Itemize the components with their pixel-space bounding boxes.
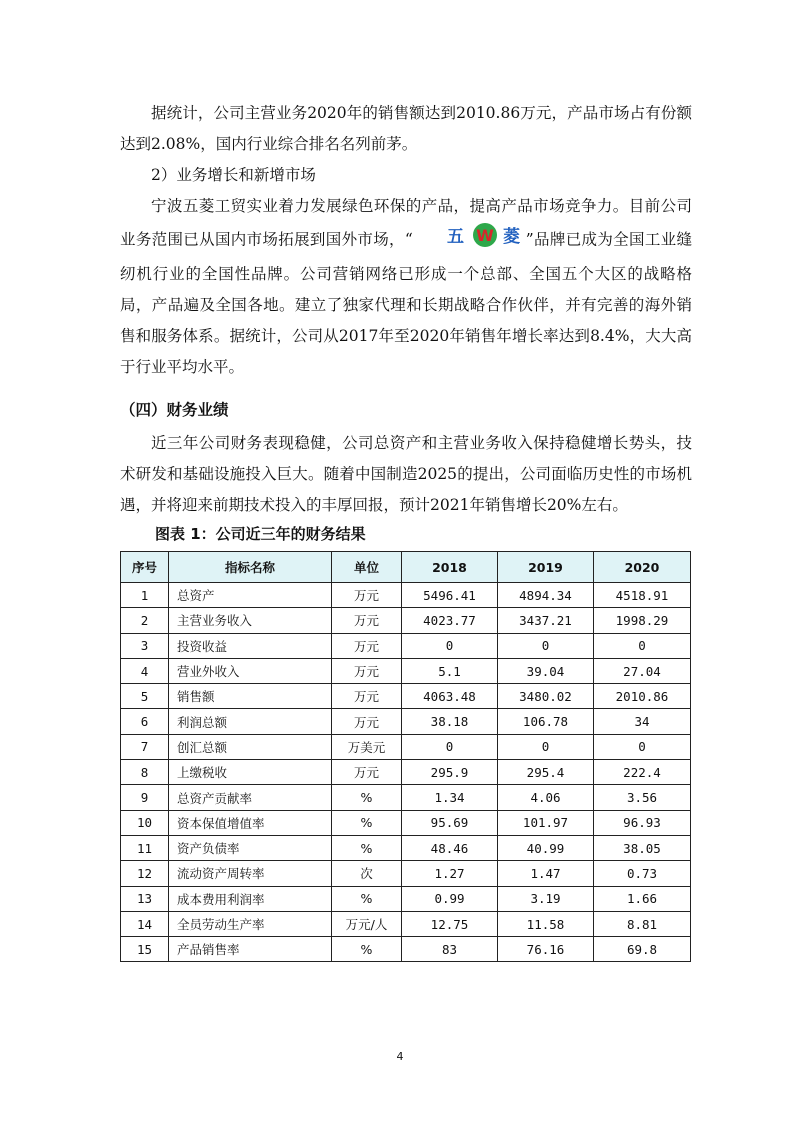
cell-index: 6 — [121, 709, 169, 734]
cell-indicator: 产品销售率 — [169, 937, 332, 962]
table-row — [121, 810, 691, 835]
cell-2020: 222.4 — [594, 760, 691, 785]
cell-unit: 万元 — [332, 709, 402, 734]
cell-2019: 39.04 — [498, 658, 594, 683]
cell-indicator: 营业外收入 — [169, 658, 332, 683]
cell-2020: 34 — [594, 709, 691, 734]
cell-2020: 3.56 — [594, 785, 691, 810]
cell-2019: 3437.21 — [498, 608, 594, 633]
table-row — [121, 937, 691, 962]
cell-indicator: 总资产 — [169, 583, 332, 608]
subheading-business-growth: 2）业务增长和新增市场 — [151, 166, 316, 184]
cell-2019: 1.47 — [498, 861, 594, 886]
section-heading-finance: （四）财务业绩 — [120, 401, 229, 419]
cell-2018: 38.18 — [402, 709, 498, 734]
cell-2018: 295.9 — [402, 760, 498, 785]
header-index: 序号 — [121, 552, 169, 583]
cell-2020: 0 — [594, 734, 691, 759]
cell-2018: 0 — [402, 734, 498, 759]
cell-unit: % — [332, 835, 402, 860]
cell-2018: 95.69 — [402, 810, 498, 835]
cell-unit: % — [332, 785, 402, 810]
cell-unit: % — [332, 937, 402, 962]
cell-indicator: 资产负债率 — [169, 835, 332, 860]
cell-2019: 76.16 — [498, 937, 594, 962]
cell-indicator: 资本保值增值率 — [169, 810, 332, 835]
page-number: 4 — [396, 1050, 404, 1063]
cell-index: 3 — [121, 633, 169, 658]
cell-index: 1 — [121, 583, 169, 608]
cell-2019: 11.58 — [498, 911, 594, 936]
cell-index: 12 — [121, 861, 169, 886]
table-row — [121, 608, 691, 633]
cell-unit: 万元 — [332, 760, 402, 785]
cell-2019: 0 — [498, 734, 594, 759]
header-unit: 单位 — [332, 552, 402, 583]
financial-results-table — [120, 551, 691, 962]
cell-2020: 27.04 — [594, 658, 691, 683]
cell-2018: 83 — [402, 937, 498, 962]
cell-indicator: 流动资产周转率 — [169, 861, 332, 886]
cell-2019: 3.19 — [498, 886, 594, 911]
cell-index: 8 — [121, 760, 169, 785]
cell-2019: 4.06 — [498, 785, 594, 810]
cell-2019: 106.78 — [498, 709, 594, 734]
cell-2020: 8.81 — [594, 911, 691, 936]
table-row — [121, 583, 691, 608]
paragraph-business-growth-part2: ”品牌已成为全国工业缝纫机行业的全国性品牌。公司营销网络已形成一个总部、全国五个大区的战略格局，产品遍及全国各地。建立了独家代理和长期战略合作伙伴，并有完善的海外销售和服务体系。据统计，公司从2017年至2020年销售年增长率达到8.4%，大大高于行业平均水平。 — [120, 230, 692, 376]
cell-unit: 万元/人 — [332, 911, 402, 936]
cell-unit: % — [332, 810, 402, 835]
paragraph-finance: 近三年公司财务表现稳健，公司总资产和主营业务收入保持稳健增长势头，技术研发和基础设施投入巨大。随着中国制造2025的提出，公司面临历史性的市场机遇，并将迎来前期技术投入的丰厚回报，预计2021年销售增长20%左右。 — [120, 434, 692, 514]
cell-2020: 96.93 — [594, 810, 691, 835]
cell-index: 15 — [121, 937, 169, 962]
paragraph-business-growth — [120, 191, 692, 383]
cell-index: 4 — [121, 658, 169, 683]
cell-2019: 4894.34 — [498, 583, 594, 608]
cell-2020: 38.05 — [594, 835, 691, 860]
cell-2018: 5.1 — [402, 658, 498, 683]
cell-unit: 万元 — [332, 658, 402, 683]
table-caption: 图表 1：公司近三年的财务结果 — [155, 525, 366, 543]
cell-2018: 0 — [402, 633, 498, 658]
cell-unit: 万元 — [332, 583, 402, 608]
table-row — [121, 633, 691, 658]
table-row — [121, 785, 691, 810]
cell-index: 2 — [121, 608, 169, 633]
table-row — [121, 658, 691, 683]
logo-mark: W — [475, 226, 494, 245]
cell-2019: 0 — [498, 633, 594, 658]
header-2018: 2018 — [402, 552, 498, 583]
cell-2019: 295.4 — [498, 760, 594, 785]
cell-indicator: 总资产贡献率 — [169, 785, 332, 810]
cell-2020: 69.8 — [594, 937, 691, 962]
cell-2018: 12.75 — [402, 911, 498, 936]
cell-index: 14 — [121, 911, 169, 936]
brand-logo — [415, 222, 524, 259]
cell-2018: 4023.77 — [402, 608, 498, 633]
cell-unit: % — [332, 886, 402, 911]
cell-2018: 4063.48 — [402, 684, 498, 709]
paragraph-sales-summary: 据统计，公司主营业务2020年的销售额达到2010.86万元，产品市场占有份额达到2.08%，国内行业综合排名名列前茅。 — [120, 104, 692, 153]
cell-index: 9 — [121, 785, 169, 810]
header-indicator: 指标名称 — [169, 552, 332, 583]
cell-unit: 万元 — [332, 633, 402, 658]
table-row — [121, 911, 691, 936]
cell-indicator: 销售额 — [169, 684, 332, 709]
logo-left-char: 五 — [446, 227, 464, 247]
table-row — [121, 861, 691, 886]
cell-2020: 1.66 — [594, 886, 691, 911]
cell-2018: 48.46 — [402, 835, 498, 860]
cell-unit: 万元 — [332, 608, 402, 633]
table-header-row — [121, 552, 691, 583]
cell-indicator: 利润总额 — [169, 709, 332, 734]
cell-2018: 0.99 — [402, 886, 498, 911]
cell-index: 13 — [121, 886, 169, 911]
cell-2018: 1.34 — [402, 785, 498, 810]
table-row — [121, 886, 691, 911]
cell-unit: 次 — [332, 861, 402, 886]
logo-right-char: 菱 — [502, 227, 520, 247]
cell-unit: 万元 — [332, 684, 402, 709]
cell-index: 11 — [121, 835, 169, 860]
table-body — [121, 583, 691, 962]
cell-unit: 万美元 — [332, 734, 402, 759]
cell-index: 7 — [121, 734, 169, 759]
cell-2020: 2010.86 — [594, 684, 691, 709]
cell-index: 5 — [121, 684, 169, 709]
cell-2020: 1998.29 — [594, 608, 691, 633]
cell-indicator: 创汇总额 — [169, 734, 332, 759]
header-2020: 2020 — [594, 552, 691, 583]
cell-2019: 40.99 — [498, 835, 594, 860]
cell-2018: 1.27 — [402, 861, 498, 886]
cell-indicator: 投资收益 — [169, 633, 332, 658]
paragraph-business-growth-part1: 宁波五菱工贸实业着力发展绿色环保的产品，提高产品市场竞争力。目前公司业务范围已从国内市场拓展到国外市场，“ — [120, 197, 692, 249]
header-2019: 2019 — [498, 552, 594, 583]
brand-logo-graphic — [446, 222, 524, 248]
table-row — [121, 760, 691, 785]
cell-2019: 101.97 — [498, 810, 594, 835]
cell-indicator: 成本费用利润率 — [169, 886, 332, 911]
table-row — [121, 835, 691, 860]
table-row — [121, 734, 691, 759]
cell-2020: 0.73 — [594, 861, 691, 886]
cell-2019: 3480.02 — [498, 684, 594, 709]
cell-2020: 0 — [594, 633, 691, 658]
cell-2020: 4518.91 — [594, 583, 691, 608]
table-row — [121, 709, 691, 734]
cell-indicator: 上缴税收 — [169, 760, 332, 785]
table-row — [121, 684, 691, 709]
cell-index: 10 — [121, 810, 169, 835]
cell-2018: 5496.41 — [402, 583, 498, 608]
cell-indicator: 主营业务收入 — [169, 608, 332, 633]
cell-indicator: 全员劳动生产率 — [169, 911, 332, 936]
